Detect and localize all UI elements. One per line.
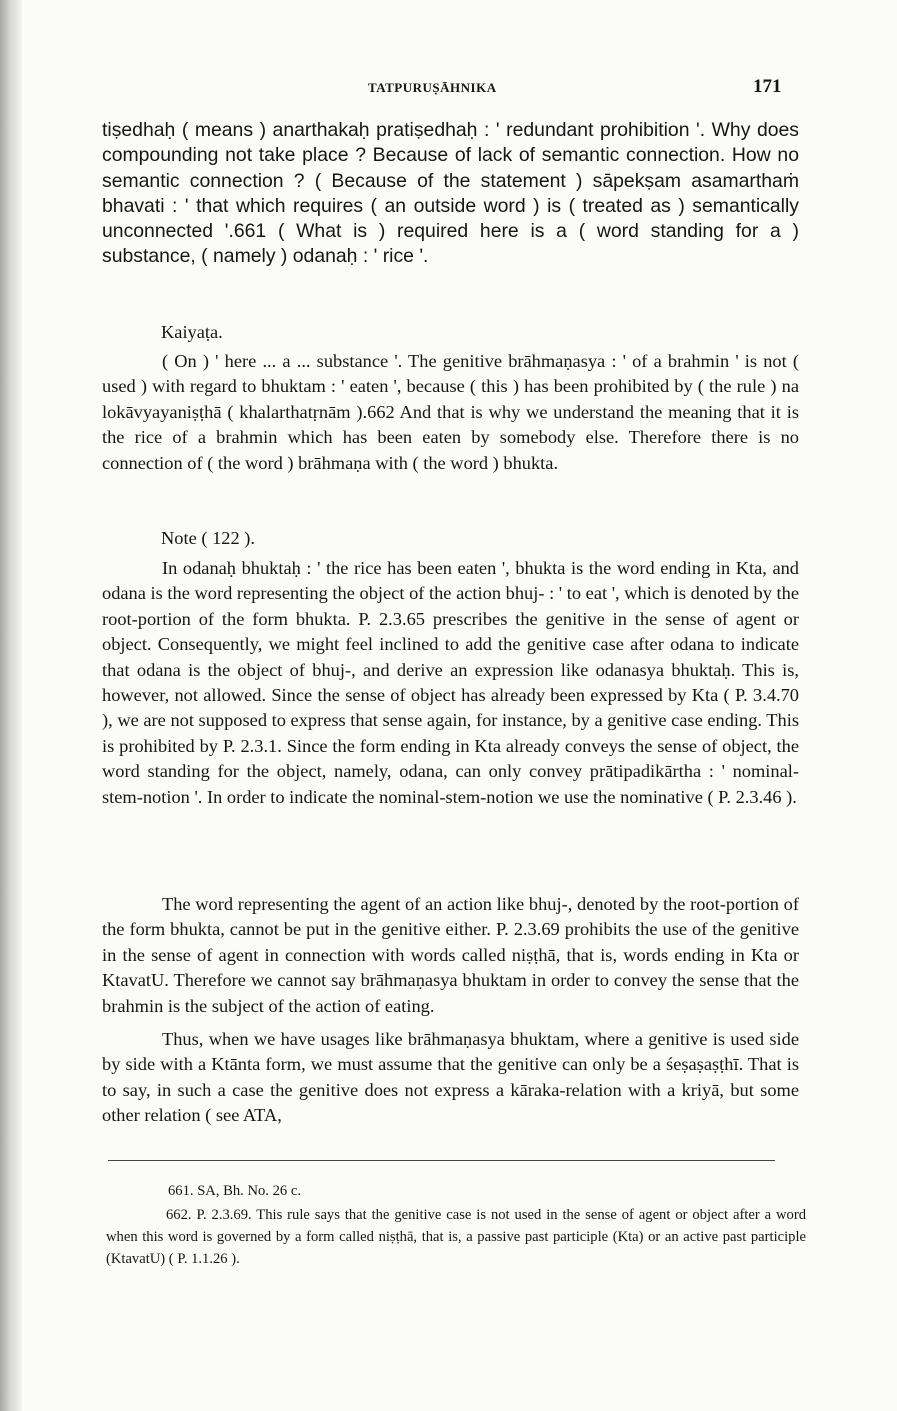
footnote-661: 661. SA, Bh. No. 26 c. [168, 1183, 301, 1199]
page-number: 171 [753, 76, 782, 97]
page-header [0, 76, 897, 100]
paragraph-note-2: The word representing the agent of an action like bhuj-, denoted by the root-portion of the form bhukta, cannot be put in the genitive either. P. 2.3.69 prohibits the use of the genitive in the sense of agent in connection with words called niṣṭhā, that is, words ending in Kta or KtavatU. Therefore we cannot say brāhmaṇasya bhuktam in order to convey the sense that the brahmin is the subject of the action of eating. [102, 894, 799, 1016]
paragraph-kaiyata: ( On ) ' here ... a ... substance '. The genitive brāhmaṇasya : ' of a brahmin ' is not ( used ) with regard to bhuktam : ' eaten ', because ( this ) has been prohibited by ( the rule ) na lokāvyayaniṣṭhā ( khalarthatṛnām ).662 And that is why we understand the meaning that it is the rice of a brahmin which has been eaten by somebody else. Therefore there is no connection of ( the word ) brāhmaṇa with ( the word ) bhukta. [102, 351, 799, 473]
paragraph-note-1: In odanaḥ bhuktaḥ : ' the rice has been eaten ', bhukta is the word ending in Kta, and odana is the word representing the object of the action bhuj- : ' to eat ', which is denoted by the root-portion of the form bhukta. P. 2.3.65 prescribes the genitive in the sense of agent or object. Consequently, we might feel inclined to add the genitive case after odana to indicate that odana is the object of bhuj-, and derive an expression like odanasya bhuktaḥ. This is, however, not allowed. Since the sense of object has already been expressed by Kta ( P. 3.4.70 ), we are not supposed to express that sense again, for instance, by a genitive case ending. This is prohibited by P. 2.3.1. Since the form ending in Kta already conveys the sense of object, the word standing for the object, namely, odana, can only convey prātipadikārtha : ' nominal-stem-notion '. In order to indicate the nominal-stem-notion we use the nominative ( P. 2.3.46 ). [102, 558, 799, 807]
running-head: TATPURUṢĀHNIKA [368, 80, 497, 95]
footnote-662: 662. P. 2.3.69. This rule says that the genitive case is not used in the sense of agent or object after a word when this word is governed by a form called niṣṭhā, that is, a passive past participle (Kta) or an active past participle (KtavatU) ( P. 1.1.26 ). [106, 1207, 806, 1267]
paragraph-translation-continued: tiṣedhaḥ ( means ) anarthakaḥ pratiṣedhaḥ : ' redundant prohibition '. Why does compounding not take place ? Because of lack of semantic connection. How no semantic connection ? ( Because of the statement ) sāpekṣam asamarthaṁ bhavati : ' that which requires ( an outside word ) is ( treated as ) semantically unconnected '.661 ( What is ) required here is a ( word standing for a ) substance, ( namely ) odanaḥ : ' rice '. [102, 119, 799, 268]
section-heading-note: Note ( 122 ). [161, 528, 255, 548]
scanned-page-edge [0, 0, 22, 1411]
paragraph-note-3: Thus, when we have usages like brāhmaṇasya bhuktam, where a genitive is used side by side with a Ktānta form, we must assume that the genitive can only be a śeṣaṣaṣṭhī. That is to say, in such a case the genitive does not express a kāraka-relation with a kriyā, but some other relation ( see ATA, [102, 1029, 799, 1126]
section-heading-kaiyata: Kaiyaṭa. [161, 322, 223, 342]
footnote-divider [108, 1160, 775, 1161]
